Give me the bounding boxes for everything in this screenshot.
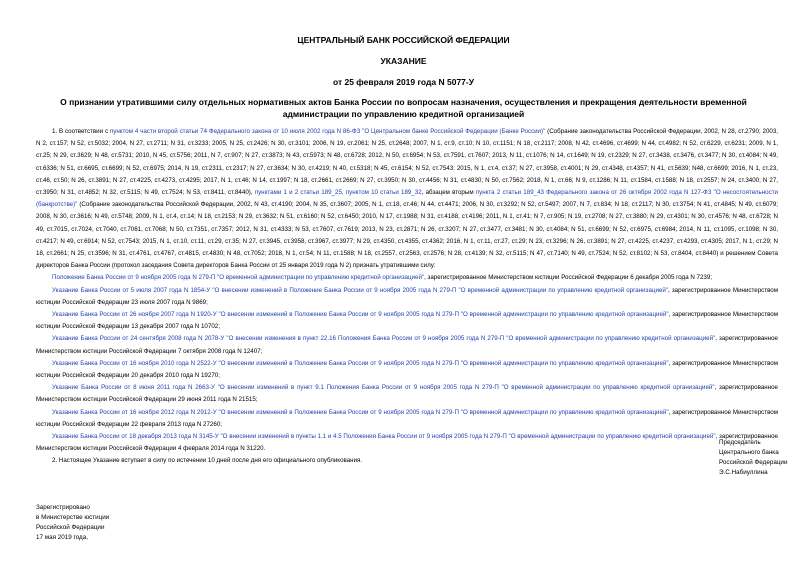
signature-block	[719, 438, 787, 478]
act-link[interactable]: Указание Банка России от 16 ноября 2012 года N 2912-У "О внесении изменений в Положение Банка России от 9 ноября 2005 года N 279-П "О временной администрации по управлению кредитной организацией"	[52, 408, 669, 416]
registration-block	[36, 503, 109, 543]
act-tail: , зарегистрированное Министерством юстиции Российской Федерации 20 декабря 2010 года N 19270;	[36, 359, 778, 380]
act-tail: , зарегистрированное Министерством юстиции Российской Федерации 4 февраля 2014 года N 31220.	[36, 433, 779, 453]
act-link[interactable]: Указание Банка России от 24 сентября 2008 года N 2078-У "О внесении изменения в пункт 22.16 Положения Банка России от 9 ноября 2005 года N 279-П "О временной администрации по управлению кредитной организацией"	[52, 335, 716, 343]
act-item	[36, 431, 778, 455]
law-link-189-43[interactable]: пункта 2 статьи 189_43 Федерального закона от 26 октября 2002 года N 127-ФЗ "О несостоятельности (банкротстве)"	[36, 189, 779, 209]
registration-line: Российской Федерации	[36, 524, 105, 531]
signature-line: Российской Федерации	[719, 459, 788, 466]
act-item	[36, 285, 778, 309]
para1-text2: , абзацем вторым	[421, 189, 476, 197]
law-link-189-25[interactable]: пунктами 1 и 2 статьи 189_25, пунктом 10 статьи 189_32	[254, 189, 422, 197]
act-item	[36, 407, 778, 431]
act-tail: , зарегистрированное Министерством юстиции Российской Федерации 22 февраля 2013 года N 27260;	[36, 408, 778, 428]
act-item	[36, 358, 778, 382]
para1-text1: (Собрание законодательства Российской Федерации, 2002, N 28, ст.2790; 2003, N 2, ст.157; N 52, ст.5032; 2004, N 27, ст.2711; N 31, ст.3233; 2005, N 25, ст.2426; N 30, ст.3101; 2006, N 19, ст.2061; N 25, ст.2648; 2007, N 1, ст.9, ст.10; N 10, ст.1151; N 18, ст.2117; 2008, N 42, ст.4696, ст.4699; N 44, ст.4982; N 52, ст.6229, ст.6231; 2009, N 1, ст.25; N 29, ст.3629; N 48, ст.5731; 2010, N 45, ст.5756; 2011, N 7, ст.907; N 27, ст.3873; N 43, ст.5973; N 48, ст.6728; 2012, N 50, ст.6954; N 53, ст.7591, ст.7607; 2013, N 11, ст.1076; N 14, ст.1649; N 19, ст.2329; N 27, ст.3438, ст.3476, ст.3477; N 30, ст.4084; N 49, ст.6336; N 51, ст.6695, ст.6699; N 52, ст.6975; 2014, N 19, ст.2311, ст.2317; N 27, ст.3634; N 30, ст.4219; N 40, ст.5318; N 45, ст.6154; N 52, ст.7543; 2015, N 1, ст.4, ст.37; N 27, ст.3958, ст.4001; N 29, ст.4348, ст.4357; N 41, ст.5639; N48, ст.6699; 2016, N 1, ст.23, ст.46, ст.50; N 26, ст.3891; N 27, ст.4225, ст.4273, ст.4295; 2017, N 1, ст.46; N 14, ст.1997; N 18, ст.2661, ст.2669; N 27, ст.3950; N 30, ст.4456; N 31, ст.4830; N 50, ст.7562; 2018, N 1, ст.66; N 9, ст.1286; N 11, ст.1584, ст.1588; N 18, ст.2557; N 24, ст.3400; N 27, ст.3950; N 31, ст.4852; N 32, ст.5115; N 49, ст.7524; N 53, ст.8411, ст.8440),	[36, 128, 779, 197]
para1-intro: 1. В соответствии с	[52, 128, 110, 135]
act-tail: , зарегистрированное Министерством юстиции Российской Федерации 23 июля 2007 года N 9869;	[36, 286, 778, 306]
document-body	[36, 126, 778, 468]
act-link[interactable]: Указание Банка России от 5 июля 2007 года N 1854-У "О внесении изменений в Положение Банка России от 9 ноября 2005 года N 279-П "О временной администрации по управлению кредитной организацией"	[52, 286, 668, 294]
para1-text3: (Собрание законодательства Российской Федерации, 2002, N 43, ст.4190; 2004, N 35, ст.3607; 2005, N 1, ст.18, ст.46; N 44, ст.4471; 2006, N 30, ст.3292; N 52, ст.5497; 2007, N 7, ст.834; N 18, ст.2117; N 30, ст.3754; N 41, ст.4845; N 49, ст.6079; 2008, N 30, ст.3616; N 49, ст.5748; 2009, N 1, ст.4, ст.14; N 18, ст.2153; N 29, ст.3632; N 51, ст.6160; N 52, ст.6450; 2010, N 17, ст.1988; N 31, ст.4188, ст.4196; 2011, N 1, ст.41; N 7, ст.905; N 19, ст.2708; N 27, ст.3880; N 29, ст.4301; N 30, ст.4576; N 48, ст.6728; N 49, ст.7015, ст.7024, ст.7040, ст.7061, ст.7068; N 50, ст.7351, ст.7357; 2012, N 31, ст.4333; N 53, ст.7607, ст.7619; 2013, N 23, ст.2871; N 26, ст.3207; N 27, ст.3477, ст.3481; N 30, ст.4084; N 51, ст.6699; N 52, ст.6975, ст.6984; 2014, N 11, ст.1095, ст.1098; N 30, ст.4217; N 49, ст.6914; N 52, ст.7543; 2015, N 1, ст.10, ст.11, ст.29, ст.35; N 27, ст.3945, ст.3958, ст.3967, ст.3977; N 29, ст.4350, ст.4355, ст.4362; 2016, N 1, ст.11, ст.27, ст.29; N 23, ст.3296; N 26, ст.3891; N 27, ст.4225, ст.4237, ст.4293, ст.4305; 2017, N 1, ст.29; N 18, ст.2661; N 25, ст.3596; N 31, ст.4761, ст.4767, ст.4815, ст.4830; N 48, ст.7052; 2018, N 1, ст.54; N 11, ст.1588; N 18, ст.2557, ст.2563, ст.2576; N 28, ст.4139; N 32, ст.5115; N 47, ст.7140; N 49, ст.7524; N 52, ст.8102; N 53, ст.8404, ст.8440) и решением Совета директоров Банка России (протокол заседания Совета директоров Банка России от 25 января 2019 года N 2) признать утратившими силу:	[36, 201, 778, 270]
act-link[interactable]: Указание Банка России от 8 июня 2011 года N 2663-У "О внесении изменений в пункт 9.1 Положения Банка России от 9 ноября 2005 года N 279-П "О временной администрации по управлению кредитной организацией"	[52, 384, 715, 392]
act-tail: , зарегистрированное Министерством юстиции Российской Федерации 6 декабря 2005 года N 7239;	[424, 274, 713, 282]
registration-line: Зарегистрировано	[36, 504, 90, 511]
law-link-74[interactable]: пунктом 4 части второй статьи 74 Федерального закона от 10 июля 2002 года N 86-ФЗ "О Центральном банке Российской Федерации (Банке России)"	[109, 128, 546, 135]
registration-date: 17 мая 2019 года,	[36, 534, 88, 541]
signature-line: Председатель	[719, 439, 761, 446]
signature-line: Центрального банка	[719, 449, 779, 456]
paragraph-2: 2. Настоящее Указание вступает в силу по истечении 10 дней после дня его официального опубликования.	[52, 457, 363, 465]
act-link[interactable]: Положение Банка России от 9 ноября 2005 года N 279-П "О временной администрации по управлению кредитной организацией"	[52, 274, 425, 282]
act-item	[36, 272, 778, 284]
act-item	[36, 333, 778, 357]
signatory-name: Э.С.Набиуллина	[719, 469, 768, 476]
act-tail: , зарегистрированное Министерством юстиции Российской Федерации 13 декабря 2007 года N 10702;	[36, 311, 778, 331]
issuer-heading: ЦЕНТРАЛЬНЫЙ БАНК РОССИЙСКОЙ ФЕДЕРАЦИИ	[297, 35, 510, 45]
act-tail: , зарегистрированное Министерством юстиции Российской Федерации 29 июня 2011 года N 21515;	[36, 384, 778, 404]
act-link[interactable]: Указание Банка России от 16 ноября 2010 года N 2522-У "О внесении изменений в Положение Банка России от 9 ноября 2005 года N 279-П "О временной администрации по управлению кредитной организацией"	[52, 359, 669, 367]
paragraph-1	[36, 126, 778, 272]
document-type: УКАЗАНИЕ	[380, 56, 427, 66]
act-link[interactable]: Указание Банка России от 18 декабря 2013 года N 3145-У "О внесении изменений в пункты 1.1 и 4.5 Положения Банка России от 9 ноября 2005 года N 279-П "О временной администрации по управлению кредитной организацией"	[52, 433, 716, 441]
act-tail: , зарегистрированное Министерством юстиции Российской Федерации 7 октября 2008 года N 12407;	[36, 335, 778, 355]
date-number: от 25 февраля 2019 года N 5077-У	[332, 77, 475, 87]
document-title: О признании утратившими силу отдельных нормативных актов Банка России по вопросам назначения, осуществления и прекращения деятельности временной администрации по управлению кредитной организацией	[60, 97, 747, 119]
act-item	[36, 382, 778, 406]
act-item	[36, 309, 778, 333]
act-link[interactable]: Указание Банка России от 26 ноября 2007 года N 1920-У "О внесении изменений в Положение Банка России от 9 ноября 2005 года N 279-П "О временной администрации по управлению кредитной организацией"	[52, 311, 669, 319]
registration-line: в Министерстве юстиции	[36, 514, 110, 521]
